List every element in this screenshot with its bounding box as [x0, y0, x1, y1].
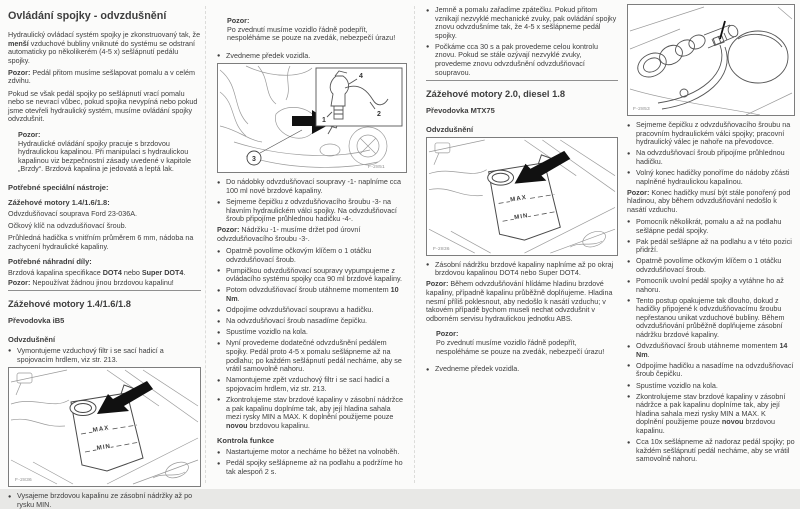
text: Nyní provedeme dodatečné odvzdušnění pedálem spojky. Pedál proto 4-5 x pomalu sešlápneme až na podlahu; po každém sešlápnutí pedál necháme, aby se vrátil samovolně nahoru.	[226, 338, 402, 374]
list-item	[217, 306, 407, 315]
text: Zkontrolujeme stav brzdové kapaliny v zásobní nádržce a pak kapalinu doplníme tak, aby její hladina sahala mezi rysky MIN a MAX. K doplnění použijeme pouze	[226, 394, 403, 422]
list-item-text	[636, 120, 790, 146]
page-gutter-line	[414, 6, 415, 483]
tool-item: Očkový klíč na odvzdušňovací šroub.	[8, 221, 127, 230]
bullet-icon: ●	[217, 340, 221, 347]
text: Spustíme vozidlo na kola.	[636, 380, 718, 390]
text: .	[183, 268, 186, 278]
inset-number-1: 1	[322, 117, 326, 125]
text: Zvedneme předek vozidla.	[435, 364, 520, 374]
bold-text: Pozor:	[8, 67, 31, 77]
list-item-text	[226, 305, 373, 314]
list-item	[426, 6, 618, 40]
list-item-text	[226, 266, 402, 284]
text: brzdovou kapalinu.	[636, 417, 776, 435]
step-list	[217, 52, 407, 61]
list-item	[426, 365, 618, 374]
bullet-icon: ●	[217, 377, 221, 384]
list-item	[627, 393, 795, 436]
step-list	[217, 448, 407, 476]
list-item	[217, 286, 407, 303]
bold-text: novou	[226, 420, 248, 430]
warning-label: Pozor:	[436, 329, 459, 339]
bullet-icon: ●	[627, 363, 631, 370]
list-item-text	[636, 437, 795, 463]
bullet-icon: ●	[627, 170, 631, 177]
bullet-icon: ●	[217, 179, 221, 186]
text: Hydraulický ovládací systém spojky je zkonstruovaný tak, že	[8, 30, 201, 39]
reservoir-min-label: MIN	[96, 442, 112, 453]
bullet-icon: ●	[627, 394, 631, 401]
list-item-text	[17, 491, 192, 509]
text: Vysajeme brzdovou kapalinu ze zásobní nádržky až po rysku MIN.	[17, 491, 193, 509]
bullet-icon: ●	[217, 53, 221, 60]
warning-label: Pozor:	[18, 129, 41, 139]
list-item-text	[226, 246, 371, 264]
bullet-icon: ●	[627, 343, 631, 350]
bullet-icon: ●	[627, 239, 631, 246]
text: Odvzdušňovací šroub utáhneme momentem	[636, 341, 780, 351]
pozor-hose-note	[627, 189, 795, 215]
bullet-icon: ●	[8, 493, 12, 500]
pozor-level-note	[426, 280, 618, 323]
list-item	[627, 169, 795, 186]
bullet-icon: ●	[217, 268, 221, 275]
list-item	[217, 198, 407, 224]
heading-gearbox-ib5: Převodovka iB5	[8, 315, 65, 325]
reservoir-illustration	[9, 368, 200, 486]
text: Namontujeme zpět vzduchový filtr i se sací hadicí a spojovacím hrdlem, viz str. 213.	[226, 375, 390, 393]
list-item	[217, 178, 407, 195]
list-item	[627, 297, 795, 340]
bullet-icon: ●	[426, 7, 430, 14]
column-4	[627, 0, 795, 489]
list-item-text	[226, 316, 367, 325]
figure-code: F-2853	[633, 107, 650, 112]
text: Během odvzdušňování hlídáme hladinu brzdové kapaliny, případně kapalinu průběžně doplňujeme. Hladina nesmí příliš poklesnout, aby nedošlo k nasátí vzduchu; v takovém případě bychom museli nechat odvzdušnit v odborném servisu hydraulickou jednotku ABS.	[426, 279, 613, 323]
pointer-mark	[720, 21, 725, 39]
bullet-icon: ●	[627, 150, 631, 157]
list-item	[217, 448, 407, 457]
list-item-text	[226, 338, 402, 373]
list-item-text	[636, 296, 785, 339]
text: Konec hadičky musí být stále ponořený pod hladinou, aby během odvzdušňování nedošlo k nasátí vzduchu.	[627, 187, 791, 214]
warning-text: Hydraulické ovládání spojky pracuje s brzdovou hydraulickou kapalinou. Při manipulaci s hydraulickou kapalinou viz bezpečnostní zásady uvedené v kapitole „Brzdy“. Brzdová kapalina je jedovatá a leptá lak.	[18, 138, 192, 174]
text: Na odvzdušňovací šroub připojíme průhlednou hadičku.	[636, 148, 785, 166]
reservoir-illustration	[427, 138, 617, 255]
list-item	[217, 267, 407, 284]
list-item-text	[226, 177, 401, 195]
bold-text: 14 Nm	[636, 341, 788, 359]
bullet-icon: ●	[217, 199, 221, 206]
text: nebo	[121, 268, 142, 278]
list-item-text	[636, 361, 793, 379]
list-item	[217, 459, 407, 476]
figure-brake-fluid-reservoir-2	[426, 137, 618, 256]
list-item-text	[435, 42, 598, 77]
list-item-text	[435, 5, 616, 40]
text: Tento postup opakujeme tak dlouho, dokud z hadičky připojené k odvzdušňovacímu šroubu nepřestanou unikat vzduchové bubliny. Během odvzdušňování průběžně doplňujeme zásobní nádržku brzdové kapaliny.	[636, 295, 785, 340]
text: Sejmeme čepičku z odvzdušňovacího šroubu na pracovním hydraulickém válci spojky; pracovní hydraulický válec je nahoře na převodovce.	[636, 120, 791, 147]
heading-special-tools: Potřebné speciální nástroje:	[8, 182, 109, 192]
bullet-icon: ●	[627, 383, 631, 390]
paragraph-bleed-reason: Pokud se však pedál spojky po sešlápnutí vrací pomalu nebo se nevrací vůbec, pokud spojka nevypíná nebo pokud jsme otevřeli hydraulický systém, musíme ovládání spojky odvzdušnit.	[8, 88, 198, 124]
intro-paragraph	[8, 31, 201, 65]
text: Nepoužívat žádnou jinou brzdovou kapalinu!	[30, 277, 174, 287]
text: Zvedneme předek vozidla.	[226, 50, 311, 60]
pozor-reservoir-note	[217, 226, 407, 243]
warning-block-jack	[436, 330, 615, 356]
list-item	[8, 347, 201, 364]
list-item-text	[226, 375, 389, 393]
warning-text: Po zvednutí musíme vozidlo řádně podepřít, nespoléháme se pouze na zvedák, nebezpečí úrazu!	[436, 338, 605, 356]
bullet-icon: ●	[217, 318, 221, 325]
list-item	[627, 149, 795, 166]
text: vzduchové bubliny vniknuté do systému se odstraní automaticky po několikerém (4-5 x) sešlápnutí pedálu spojky.	[8, 38, 195, 65]
list-item-text	[636, 168, 789, 186]
text: Nádržku -1- musíme držet pod úrovní odvzdušňovacího šroubu -3-.	[217, 225, 361, 243]
text: Pak pedál sešlápne až na podlahu a v této pozici přidrží.	[636, 236, 792, 255]
slave-cylinder-illustration	[628, 5, 794, 115]
bullet-icon: ●	[217, 307, 221, 314]
list-item-text	[636, 217, 781, 235]
text: Pomocník uvolní pedál spojky a vytáhne ho až nahoru.	[636, 276, 784, 294]
list-item-text	[226, 197, 397, 223]
figure-bleed-kit-engine	[217, 63, 407, 173]
figure-clutch-slave-cylinder	[627, 4, 795, 116]
list-item-text	[636, 381, 718, 390]
warning-block-fluid	[18, 131, 198, 174]
figure-code: F-2851	[368, 165, 385, 171]
list-item-text	[636, 237, 792, 255]
list-item-text	[435, 260, 613, 278]
text: Počkáme cca 30 s a pak provedeme celou kontrolu znovu. Pokud se stále ozývají nezvyklé zvuky, provedeme znovu odvzdušnění odvzdušňovací soupravou.	[435, 41, 599, 77]
heading-bleeding: Odvzdušnění	[426, 124, 474, 134]
text: Sejmeme čepičku z odvzdušňovacího šroubu -3- na hlavním hydraulickém válci spojky. Na odvzdušňovací šroub připojíme průhlednou hadičku -4-.	[226, 197, 397, 224]
bullet-icon: ●	[217, 397, 221, 404]
figure-code: F-2836	[432, 246, 450, 252]
bullet-icon: ●	[217, 248, 221, 255]
text: .	[237, 294, 240, 303]
bullet-icon: ●	[426, 44, 430, 51]
column-2	[217, 0, 407, 489]
bold-text: 10 Nm	[226, 285, 399, 303]
list-item	[217, 376, 407, 393]
bullet-icon: ●	[627, 122, 631, 129]
inset-number-4: 4	[359, 73, 363, 81]
list-item	[627, 362, 795, 379]
bullet-icon: ●	[627, 298, 631, 305]
text: Pumpičkou odvzdušňovací soupravy vypumpujeme z ovládacího systému spojky cca 90 ml brzdové kapaliny.	[226, 265, 403, 284]
bullet-icon: ●	[426, 262, 430, 269]
bullet-icon: ●	[426, 366, 430, 373]
text: .	[647, 349, 650, 359]
text: Do nádobky odvzdušňovací soupravy -1- naplníme cca 100 ml nové brzdové kapaliny.	[226, 177, 401, 195]
list-item-text	[636, 256, 781, 274]
bold-text: Pozor:	[217, 225, 240, 235]
text: Pedál přitom musíme sešlapovat pomalu a v celém zdvihu.	[8, 67, 195, 86]
bold-text: Pozor:	[8, 277, 31, 287]
text: Vymontujeme vzduchový filtr i se sací hadicí a spojovacím hrdlem, viz str. 213.	[17, 345, 164, 364]
list-item	[627, 121, 795, 147]
bullet-icon: ●	[627, 278, 631, 285]
list-item-text	[636, 276, 784, 294]
step-list	[217, 178, 407, 223]
inset-number-2: 2	[377, 111, 381, 119]
list-item	[627, 342, 795, 359]
step-list	[426, 365, 618, 374]
fluid-warning-paragraph	[8, 279, 201, 288]
list-item	[627, 277, 795, 294]
bold-text: menší	[8, 38, 29, 48]
heading-engines-tools: Zážehové motory 1.4/1.6/1.8:	[8, 197, 110, 207]
warning-label: Pozor:	[227, 16, 250, 25]
text: Nastartujeme motor a necháme ho běžet na volnoběh.	[226, 447, 400, 457]
list-item	[217, 52, 407, 61]
list-item-text	[226, 285, 399, 303]
pozor-pedal-note	[8, 69, 201, 86]
bold-text: Pozor:	[426, 279, 449, 289]
fluid-spec-paragraph	[8, 269, 201, 278]
section-heading-engines-2: Zážehové motory 2.0, diesel 1.8	[426, 89, 565, 100]
step-list	[627, 218, 795, 464]
column-1	[8, 0, 201, 509]
text: Volný konec hadičky ponoříme do nádoby zčásti naplněné hydraulickou kapalinou.	[636, 167, 790, 186]
text: Spustíme vozidlo na kola.	[226, 327, 308, 337]
list-item	[426, 261, 618, 278]
list-item-text	[226, 395, 403, 430]
text: Jemně a pomalu zařadíme zpátečku. Pokud přitom vznikají nezvyklé mechanické zvuky, pak ovládání spojky znovu odvzdušníme tak, že 4-5 x sešlápneme pedál spojky.	[435, 5, 617, 40]
list-item	[8, 492, 201, 509]
text: brzdovou kapalinu.	[247, 420, 310, 430]
step-list	[627, 121, 795, 186]
page-title: Ovládání spojky - odvzdušnění	[8, 10, 167, 22]
column-divider-line	[205, 6, 206, 483]
text: Cca 10x sešlápneme až nadoraz pedál spojky; po každém sešlápnutí pedál necháme, aby se vrátil samovolně nahoru.	[636, 437, 795, 464]
reservoir-max-label: MAX	[92, 424, 110, 435]
tool-item: Odvzdušňovací souprava Ford 23-036A.	[8, 208, 138, 218]
list-item	[627, 257, 795, 274]
step-list	[426, 6, 618, 77]
heading-function-check: Kontrola funkce	[217, 436, 275, 446]
section-rule	[8, 290, 201, 291]
reservoir-max-label: MAX	[509, 193, 528, 204]
bullet-icon: ●	[627, 219, 631, 226]
text: Zkontrolujeme stav brzdové kapaliny v zásobní nádržce a pak kapalinu doplníme tak, aby její hladina sahala mezi rysky MIN a MAX. K doplnění použijeme pouze	[636, 391, 786, 427]
list-item	[627, 382, 795, 391]
bold-text: DOT4	[102, 268, 122, 278]
list-item-text	[636, 392, 785, 435]
reservoir-min-label: MIN	[513, 211, 529, 222]
bullet-icon: ●	[217, 287, 221, 294]
list-item	[217, 328, 407, 337]
list-item	[627, 218, 795, 235]
bullet-icon: ●	[217, 460, 221, 467]
section-heading-engines-1: Zážehové motory 1.4/1.6/1.8	[8, 299, 131, 310]
figure-code: F-2836	[15, 478, 32, 484]
heading-gearbox-mtx75: Převodovka MTX75	[426, 105, 495, 115]
text: Opatrně povolíme očkovým klíčem o 1 otáčku odvzdušňovací šroub.	[636, 256, 782, 274]
heading-bleeding: Odvzdušnění	[8, 334, 56, 344]
callout-number-3: 3	[252, 156, 256, 164]
bullet-icon: ●	[8, 348, 12, 355]
bold-text: Pozor:	[627, 187, 650, 197]
section-rule	[426, 80, 618, 81]
column-3	[426, 0, 618, 489]
list-item	[217, 317, 407, 326]
list-item-text	[226, 458, 403, 476]
warning-block-jack	[227, 17, 404, 43]
bold-text: Super DOT4	[141, 268, 184, 278]
figure-brake-fluid-reservoir-1	[8, 367, 201, 487]
bullet-icon: ●	[627, 258, 631, 265]
text: Opatrně povolíme očkovým klíčem o 1 otáčku odvzdušňovací šroub.	[226, 246, 372, 264]
text: Potom odvzdušňovací šroub utáhneme momentem	[226, 285, 391, 295]
list-item	[217, 396, 407, 430]
list-item	[627, 238, 795, 255]
step-list	[426, 261, 618, 278]
engine-bleeding-illustration	[218, 64, 406, 172]
list-item-text	[226, 51, 310, 60]
list-item	[217, 247, 407, 264]
text: Pomocník několikrát, pomalu a až na podlahu sešlápne pedál spojky.	[636, 216, 782, 235]
list-item-text	[226, 327, 308, 336]
bold-text: novou	[721, 417, 744, 427]
list-item	[426, 43, 618, 77]
list-item-text	[435, 364, 519, 373]
list-item	[627, 438, 795, 464]
bullet-icon: ●	[217, 329, 221, 336]
list-item-text	[636, 341, 787, 359]
bullet-icon: ●	[217, 449, 221, 456]
step-list	[8, 492, 201, 509]
list-item-text	[636, 148, 785, 166]
text: Zásobní nádržku brzdové kapaliny naplníme až po okraj brzdovou kapalinou DOT4 nebo Super DOT4.	[435, 259, 614, 278]
text: Pedál spojky sešlápneme až na podlahu a podržíme ho tak alespoň 2 s.	[226, 458, 403, 476]
text: Odpojíme odvzdušňovací soupravu a hadičku.	[226, 305, 374, 315]
heading-spare-parts: Potřebné náhradní díly:	[8, 257, 92, 267]
list-item-text	[226, 447, 399, 456]
text: Na odvzdušňovací šroub nasadíme čepičku.	[226, 316, 368, 326]
step-list	[217, 247, 407, 430]
list-item	[217, 339, 407, 373]
warning-text: Po zvednutí musíme vozidlo řádně podepřít, nespoléháme se pouze na zvedák, nebezpečí úrazu!	[227, 24, 396, 43]
step-list	[8, 347, 201, 364]
tool-item: Průhledná hadička s vnitřním průměrem 6 mm, nádoba na zachycení hydraulické kapaliny.	[8, 233, 194, 251]
bullet-icon: ●	[627, 439, 631, 446]
text: Odpojíme hadičku a nasadíme na odvzdušňovací šroub čepičku.	[636, 360, 794, 379]
text: Brzdová kapalina specifikace	[8, 268, 103, 278]
list-item-text	[17, 346, 164, 364]
